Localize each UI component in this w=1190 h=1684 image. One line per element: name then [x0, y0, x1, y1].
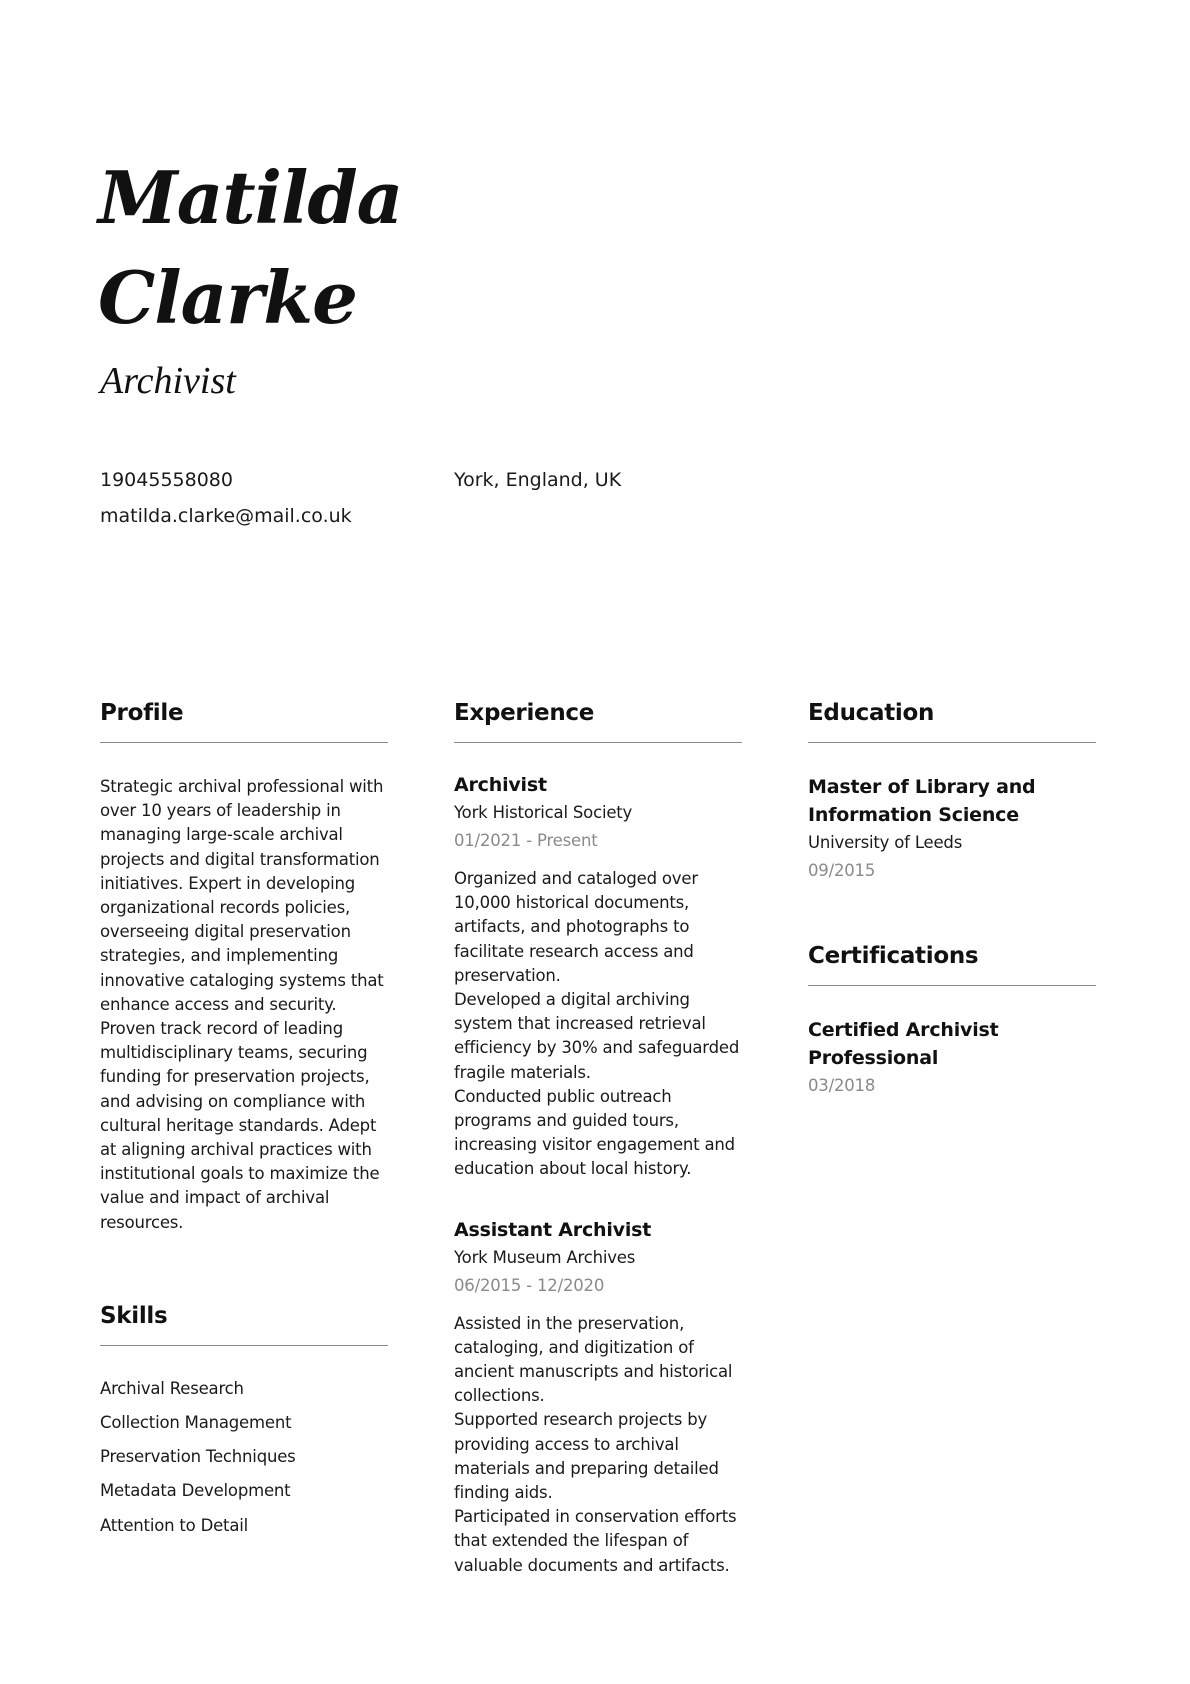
experience-entry [454, 771, 742, 1182]
skill-item: Metadata Development [100, 1481, 291, 1501]
experience-entry [454, 1216, 742, 1578]
section-title-education: Education [808, 700, 935, 726]
skill-item: Archival Research [100, 1378, 244, 1398]
last-name: Clarke [98, 255, 357, 340]
section-title-certifications: Certifications [808, 943, 979, 969]
contact-location: York, England, UK [454, 469, 622, 491]
left-column [100, 698, 388, 1543]
candidate-name [98, 148, 498, 348]
right-column [808, 698, 1096, 1100]
section-title-profile: Profile [100, 700, 184, 726]
experience-organization: York Museum Archives [454, 1247, 636, 1267]
certification-entry [808, 1016, 1096, 1100]
education-institution: University of Leeds [808, 833, 963, 852]
skill-item: Attention to Detail [100, 1515, 249, 1535]
experience-bullet: Developed a digital archiving system that increased retrieval efficiency by 30% and safeguarded fragile materials. [454, 990, 740, 1082]
experience-bullet: Organized and cataloged over 10,000 historical documents, artifacts, and photographs to facilitate research access and preservation. [454, 869, 698, 985]
education-degree: Master of Library and Information Science [808, 776, 1036, 826]
experience-description [454, 1312, 742, 1578]
experience-title: Archivist [454, 774, 547, 796]
experience-organization: York Historical Society [454, 803, 633, 822]
section-divider [808, 985, 1096, 986]
first-name: Matilda [98, 155, 403, 240]
contact-phone: 19045558080 [100, 469, 233, 491]
certification-name: Certified Archivist Professional [808, 1019, 999, 1069]
section-divider [808, 742, 1096, 743]
experience-description [454, 867, 742, 1182]
experience-title: Assistant Archivist [454, 1218, 652, 1241]
experience-bullet: Assisted in the preservation, cataloging, and digitization of ancient manuscripts and historical collections. [454, 1313, 733, 1406]
job-title: Archivist [100, 360, 236, 402]
middle-column [454, 698, 742, 1578]
education-entry [808, 773, 1096, 885]
section-divider [454, 742, 742, 743]
profile-section [100, 698, 388, 1235]
contact-email: matilda.clarke@mail.co.uk [100, 505, 352, 527]
skill-item: Preservation Techniques [100, 1447, 296, 1467]
section-title-skills: Skills [100, 1302, 168, 1329]
experience-bullet: Supported research projects by providing access to archival materials and preparing detailed finding aids. [454, 1410, 719, 1503]
experience-dates: 01/2021 - Present [454, 831, 598, 850]
profile-text: Strategic archival professional with over 10 years of leadership in managing large-scale archival projects and digital transformation initiatives. Expert in developing organizational records policies, overseeing digital preservation strategies, and implementing innovative cataloging systems that enhance access and security. Proven track record of leading multidisciplinary teams, securing funding for preservation projects, and advising on compliance with cultural heritage standards. Adept at aligning archival practices with institutional goals to maximize the value and impact of archival resources. [100, 777, 384, 1232]
experience-bullet: Participated in conservation efforts that extended the lifespan of valuable documents and artifacts. [454, 1507, 737, 1575]
experience-bullet: Conducted public outreach programs and guided tours, increasing visitor engagement and education about local history. [454, 1086, 735, 1179]
education-date: 09/2015 [808, 861, 876, 880]
skills-section [100, 1301, 388, 1543]
education-section [808, 698, 1096, 885]
experience-dates: 06/2015 - 12/2020 [454, 1275, 605, 1295]
section-title-experience: Experience [454, 700, 595, 726]
skill-item: Collection Management [100, 1413, 292, 1433]
skills-list [100, 1372, 388, 1543]
experience-section [454, 698, 742, 1578]
section-divider [100, 742, 388, 743]
certification-date: 03/2018 [808, 1076, 876, 1095]
certifications-section [808, 941, 1096, 1100]
section-divider [100, 1345, 388, 1346]
